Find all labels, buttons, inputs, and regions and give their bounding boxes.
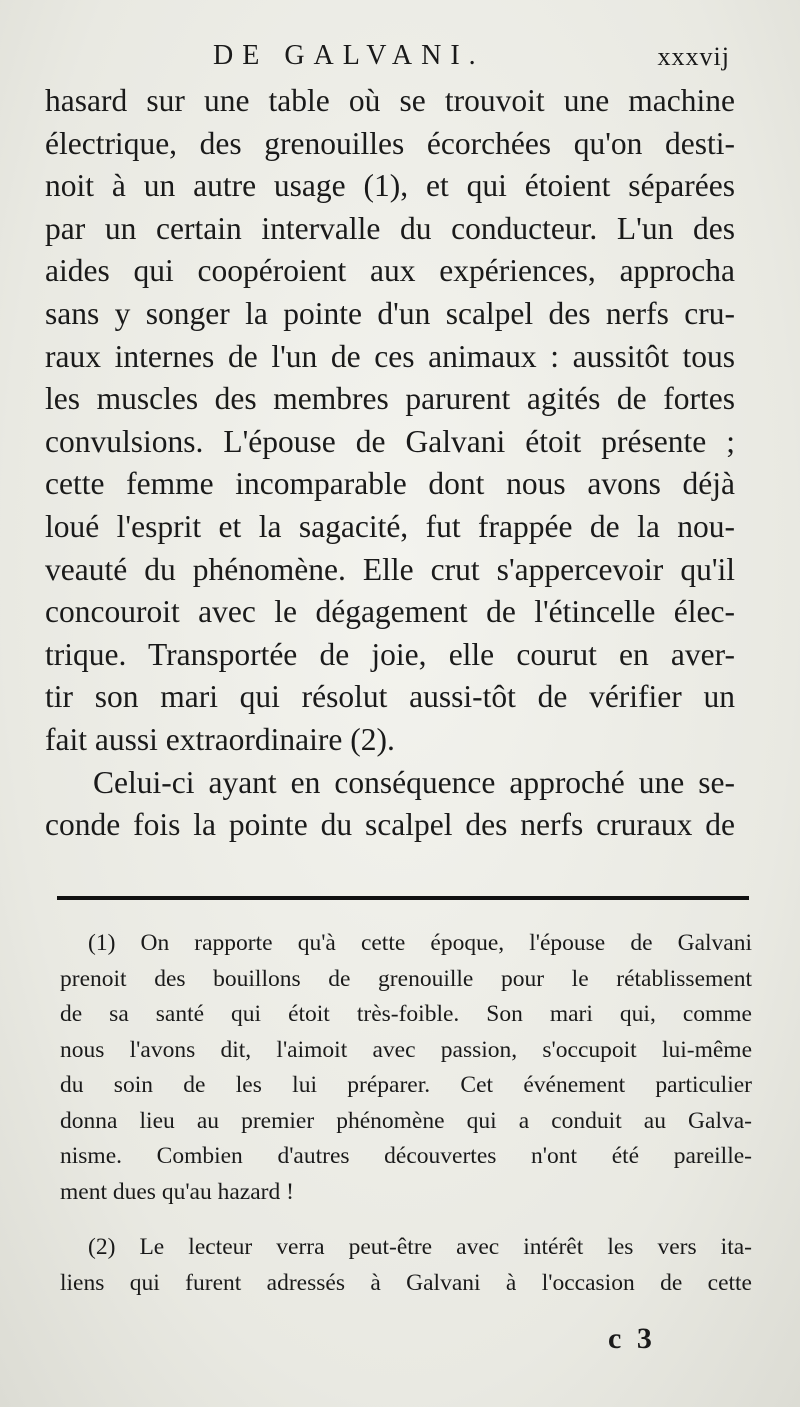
text-line: veauté du phénomène. Elle crut s'appercevoir qu'il <box>45 551 735 587</box>
body-text <box>45 80 735 847</box>
text-line: aides qui coopéroient aux expériences, approcha <box>45 253 735 289</box>
signature-mark: c 3 <box>608 1322 656 1355</box>
text-line: loué l'esprit et la sagacité, fut frappée de la nou- <box>45 508 735 544</box>
text-line: les muscles des membres parurent agités de fortes <box>45 381 735 417</box>
footnote-line: ment dues qu'au hazard ! <box>60 1178 294 1205</box>
text-line: hasard sur une table où se trouvoit une machine <box>45 83 735 118</box>
footnote-line: donna lieu au premier phénomène qui a conduit au Galva- <box>60 1107 752 1134</box>
running-head <box>0 40 800 80</box>
footnote-line: (1) On rapporte qu'à cette époque, l'épouse de Galvani <box>88 930 752 956</box>
text-line: tir son mari qui résolut aussi-tôt de vérifier un <box>45 679 735 715</box>
text-line: concouroit avec le dégagement de l'étincelle élec- <box>45 594 735 630</box>
footnote-line: (2) Le lecteur verra peut-être avec intérêt les vers ita- <box>88 1234 752 1260</box>
text-line: trique. Transportée de joie, elle courut en aver- <box>45 636 735 672</box>
text-line: par un certain intervalle du conducteur. L'un des <box>45 210 735 246</box>
text-line: électrique, des grenouilles écorchées qu'on desti- <box>45 125 735 161</box>
footnote-line: du soin de les lui préparer. Cet événement particulier <box>60 1072 752 1098</box>
footnote-line: de sa santé qui étoit très-foible. Son mari qui, comme <box>60 1001 752 1027</box>
footnote-line: prenoit des bouillons de grenouille pour le rétablissement <box>60 965 752 992</box>
footnotes <box>60 926 752 1301</box>
footnote-line: liens qui furent adressés à Galvani à l'occasion de cette <box>60 1269 752 1296</box>
text-line: conde fois la pointe du scalpel des nerfs cruraux de <box>45 807 735 843</box>
footnote-1 <box>60 926 752 1210</box>
footnote-2 <box>60 1230 752 1301</box>
footnote-line: nous l'avons dit, l'aimoit avec passion, s'occupoit lui-même <box>60 1036 752 1063</box>
text-line: sans y songer la pointe d'un scalpel des nerfs cru- <box>45 295 735 331</box>
running-title: DE GALVANI. <box>213 40 485 71</box>
text-line: Celui-ci ayant en conséquence approché une se- <box>93 764 735 800</box>
text-line: fait aussi extraordinaire (2). <box>45 721 395 757</box>
footnote-rule <box>57 896 749 900</box>
text-line: noit à un autre usage (1), et qui étoient séparées <box>45 168 735 204</box>
text-line: cette femme incomparable dont nous avons déjà <box>45 466 735 502</box>
footnote-line: nisme. Combien d'autres découvertes n'ont été pareille- <box>60 1143 752 1169</box>
text-line: raux internes de l'un de ces animaux : aussitôt tous <box>45 338 735 374</box>
text-line: convulsions. L'épouse de Galvani étoit présente ; <box>45 423 735 459</box>
page-number: xxxvij <box>657 42 730 71</box>
